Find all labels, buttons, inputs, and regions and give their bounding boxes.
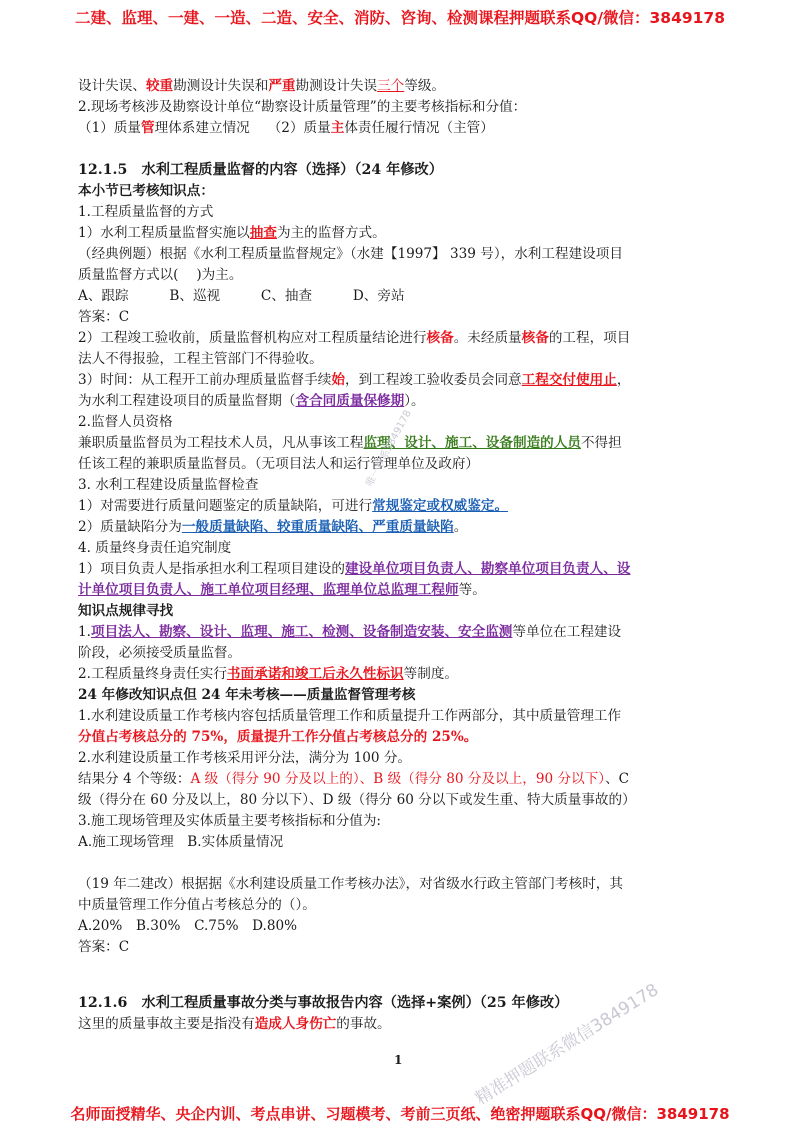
- text-line: （1）质量管理体系建立情况 （2）质量主体责任履行情况（主管）: [78, 120, 494, 136]
- section-heading: 12.1.5 水利工程质量监督的内容（选择）（24 年修改）: [78, 162, 443, 178]
- text-line: 3）时间：从工程开工前办理质量监督手续始，到工程竣工验收委员会同意工程交付使用止，: [78, 372, 631, 388]
- text-line: 2.工程质量终身责任实行书面承诺和竣工后永久性标识等制度。: [78, 666, 459, 682]
- text-line: 2）工程竣工验收前，质量监督机构应对工程质量结论进行核备。未经质量核备的工程，项目: [78, 330, 631, 346]
- section-heading: 12.1.6 水利工程质量事故分类与事故报告内容（选择+案例）（25 年修改）: [78, 995, 569, 1011]
- text-line: （经典例题）根据《水利工程质量监督规定》（水建【1997】 339 号），水利工程建设项目: [78, 246, 623, 262]
- text-line: 2）质量缺陷分为一般质量缺陷、较重质量缺陷、严重质量缺陷。: [78, 519, 468, 535]
- footer-banner: 名师面授精华、央企内训、考点串讲、习题模考、考前三页纸、绝密押题联系QQ/微信：3849178: [70, 1105, 730, 1123]
- text-line: 1.工程质量监督的方式: [78, 204, 214, 220]
- subheading: 24 年修改知识点但 24 年未考核——质量监督管理考核: [78, 687, 416, 703]
- watermark: 唯一联系3849178: [364, 408, 414, 489]
- text-line: 法人不得报验，工程主管部门不得验收。: [78, 351, 323, 367]
- text-line: 4. 质量终身责任追究制度: [78, 540, 232, 556]
- text-line: 兼职质量监督员为工程技术人员，凡从事该工程监理、设计、施工、设备制造的人员不得担: [78, 435, 622, 451]
- text-line: 为水利工程建设项目的质量监督期（含合同质量保修期）。: [78, 393, 425, 409]
- subheading: 知识点规律寻找: [78, 603, 174, 619]
- text-line: A.20% B.30% C.75% D.80%: [78, 918, 298, 934]
- text-line: 答案：C: [78, 939, 130, 955]
- text-line: 1）对需要进行质量问题鉴定的质量缺陷，可进行常规鉴定或权威鉴定。: [78, 498, 509, 514]
- text-line: 2.监督人员资格: [78, 414, 173, 430]
- text-line: A.施工现场管理 B.实体质量情况: [78, 834, 284, 850]
- text-line: （19 年二建改）根据据《水利建设质量工作考核办法》，对省级水行政主管部门考核时，其: [78, 876, 623, 892]
- text-line: 分值占考核总分的 75%，质量提升工作分值占考核总分的 25%。: [78, 729, 478, 745]
- text-line: A、跟踪 B、巡视 C、抽查 D、旁站: [78, 288, 405, 304]
- subheading: 本小节已考核知识点：: [78, 183, 214, 199]
- text-line: 级（得分在 60 分及以上，80 分以下）、D 级（得分 60 分以下或发生重、特大质量事故的）: [78, 792, 636, 808]
- text-line: 阶段，必须接受质量监督。: [78, 645, 242, 661]
- text-line: 这里的质量事故主要是指没有造成人身伤亡的事故。: [78, 1016, 391, 1032]
- text-line: 1）水利工程质量监督实施以抽查为主的监督方式。: [78, 225, 386, 241]
- text-line: 3.施工现场管理及实体质量主要考核指标和分值为:: [78, 813, 382, 829]
- text-line: 1.项目法人、勘察、设计、监理、施工、检测、设备制造安装、安全监测等单位在工程建设: [78, 624, 622, 640]
- text-line: 2.水利建设质量工作考核采用评分法，满分为 100 分。: [78, 750, 412, 766]
- text-line: 结果分 4 个等级：A 级（得分 90 分及以上的）、B 级（得分 80 分及以上，90 分以下）、C: [78, 771, 630, 787]
- text-line: 1）项目负责人是指承担水利工程项目建设的建设单位项目负责人、勘察单位项目负责人、设: [78, 561, 631, 577]
- text-line: 任该工程的兼职质量监督员。（无项目法人和运行管理单位及政府）: [78, 456, 480, 472]
- text-line: 质量监督方式以( )为主。: [78, 267, 243, 283]
- text-line: 3. 水利工程建设质量监督检查: [78, 477, 259, 493]
- watermark: 精准押题联系微信3849178: [472, 980, 663, 1110]
- text-line: 设计失误、较重勘测设计失误和严重勘测设计失误三个等级。: [78, 78, 446, 94]
- text-line: 1.水利建设质量工作考核内容包括质量管理工作和质量提升工作两部分，其中质量管理工作: [78, 708, 622, 724]
- header-banner: 二建、监理、一建、一造、二造、安全、消防、咨询、检测课程押题联系QQ/微信：3849178: [74, 9, 725, 27]
- text-line: 中质量管理工作分值占考核总分的（）。: [78, 897, 316, 913]
- text-line: 答案：C: [78, 309, 130, 325]
- text-line: 计单位项目负责人、施工单位项目经理、监理单位总监理工程师等。: [78, 582, 486, 598]
- text-line: 2.现场考核涉及勘察设计单位“勘察设计质量管理”的主要考核指标和分值：: [78, 99, 527, 115]
- page-number: 1: [394, 1053, 403, 1067]
